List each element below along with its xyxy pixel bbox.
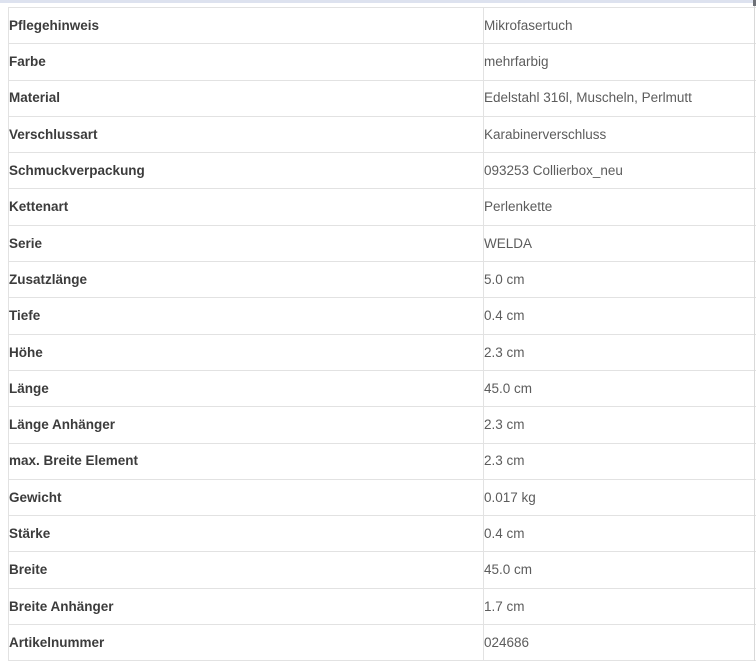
- attribute-label: Tiefe: [9, 298, 484, 334]
- attribute-label: Länge: [9, 370, 484, 406]
- attribute-value: 2.3 cm: [484, 334, 756, 370]
- attribute-label: Höhe: [9, 334, 484, 370]
- attribute-value: 0.017 kg: [484, 479, 756, 515]
- attribute-label: Breite: [9, 552, 484, 588]
- attribute-value: Mikrofasertuch: [484, 8, 756, 44]
- table-row: [9, 588, 756, 624]
- top-strip: [0, 0, 756, 3]
- attribute-label: Breite Anhänger: [9, 588, 484, 624]
- table-row: [9, 516, 756, 552]
- attribute-label: Länge Anhänger: [9, 407, 484, 443]
- attribute-label: Serie: [9, 225, 484, 261]
- attribute-value: 45.0 cm: [484, 370, 756, 406]
- table-row: [9, 625, 756, 661]
- table-row: [9, 80, 756, 116]
- right-edge-divider: [754, 0, 755, 661]
- attribute-label: Kettenart: [9, 189, 484, 225]
- attribute-label: max. Breite Element: [9, 443, 484, 479]
- attribute-label: Schmuckverpackung: [9, 153, 484, 189]
- table-row: [9, 370, 756, 406]
- attribute-value: WELDA: [484, 225, 756, 261]
- table-row: [9, 552, 756, 588]
- table-row: [9, 262, 756, 298]
- table-body: [9, 8, 756, 661]
- table-row: [9, 225, 756, 261]
- table-row: [9, 298, 756, 334]
- attribute-value: 0.4 cm: [484, 516, 756, 552]
- attribute-label: Artikelnummer: [9, 625, 484, 661]
- table-row: [9, 189, 756, 225]
- attribute-label: Farbe: [9, 44, 484, 80]
- attribute-value: 5.0 cm: [484, 262, 756, 298]
- attribute-value: Edelstahl 316l, Muscheln, Perlmutt: [484, 80, 756, 116]
- attribute-value: 0.4 cm: [484, 298, 756, 334]
- table-row: [9, 44, 756, 80]
- attribute-value: mehrfarbig: [484, 44, 756, 80]
- attribute-value: Perlenkette: [484, 189, 756, 225]
- table-row: [9, 334, 756, 370]
- table-row: [9, 443, 756, 479]
- attribute-value: 093253 Collierbox_neu: [484, 153, 756, 189]
- attribute-value: Karabinerverschluss: [484, 116, 756, 152]
- table-row: [9, 153, 756, 189]
- table-row: [9, 479, 756, 515]
- attribute-value: 2.3 cm: [484, 407, 756, 443]
- attribute-value: 2.3 cm: [484, 443, 756, 479]
- attribute-value: 024686: [484, 625, 756, 661]
- product-attributes-table: [8, 7, 756, 661]
- table-row: [9, 407, 756, 443]
- attribute-label: Pflegehinweis: [9, 8, 484, 44]
- attribute-label: Gewicht: [9, 479, 484, 515]
- attribute-label: Zusatzlänge: [9, 262, 484, 298]
- attribute-label: Material: [9, 80, 484, 116]
- table-row: [9, 116, 756, 152]
- attribute-value: 1.7 cm: [484, 588, 756, 624]
- table-row: [9, 8, 756, 44]
- attribute-value: 45.0 cm: [484, 552, 756, 588]
- attribute-label: Stärke: [9, 516, 484, 552]
- attribute-label: Verschlussart: [9, 116, 484, 152]
